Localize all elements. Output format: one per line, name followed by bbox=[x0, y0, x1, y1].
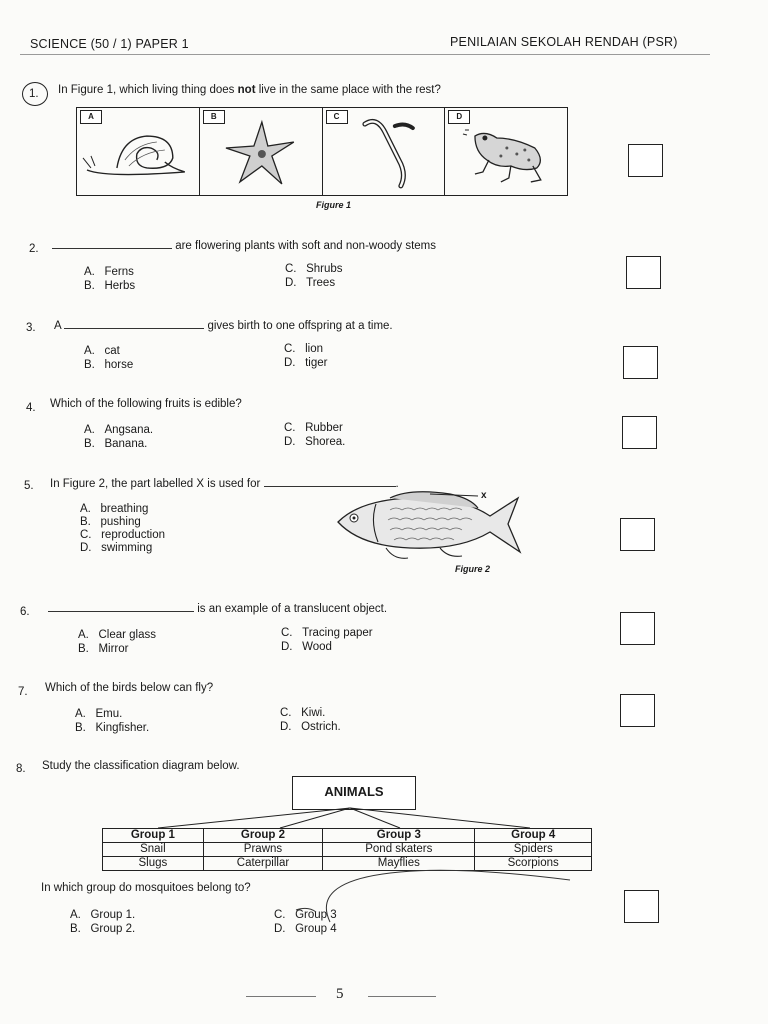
q8-number: 8. bbox=[16, 763, 26, 775]
option-letter: D. bbox=[274, 923, 286, 935]
answer-blank bbox=[64, 318, 204, 329]
q5-text-part: In Figure 2, the part labelled X is used for bbox=[50, 478, 261, 490]
option-text: Group 1. bbox=[90, 909, 136, 921]
option-letter: D. bbox=[281, 641, 293, 653]
option-text: horse bbox=[104, 359, 134, 371]
q8-option-d bbox=[274, 923, 337, 935]
figure-1-cell-d bbox=[445, 108, 567, 195]
q1-text-part: In Figure 1, which living thing does bbox=[58, 84, 238, 96]
table-row bbox=[103, 843, 592, 857]
option-text: Group 4 bbox=[295, 923, 337, 935]
q3-option-d bbox=[284, 357, 327, 369]
answer-box-q4[interactable] bbox=[622, 416, 657, 449]
q3-text-part: gives birth to one offspring at a time. bbox=[207, 320, 393, 332]
option-text: Rubber bbox=[305, 422, 343, 434]
table-cell: Caterpillar bbox=[203, 857, 322, 871]
option-letter: B. bbox=[80, 516, 91, 528]
q2-text-part: are flowering plants with soft and non-woody stems bbox=[175, 240, 437, 252]
option-text: Shorea. bbox=[305, 436, 346, 448]
q5-number: 5. bbox=[24, 480, 34, 492]
q7-option-a bbox=[75, 708, 122, 720]
q5-suffix: . bbox=[395, 478, 399, 490]
snail-icon bbox=[77, 108, 199, 195]
worm-icon bbox=[323, 108, 445, 195]
option-letter: C. bbox=[274, 909, 286, 921]
option-letter: D. bbox=[280, 721, 292, 733]
option-letter: B. bbox=[78, 643, 89, 655]
option-text: pushing bbox=[100, 516, 141, 528]
page-number: 5 bbox=[336, 986, 344, 1002]
table-cell: Prawns bbox=[203, 843, 322, 857]
answer-box-q8[interactable] bbox=[624, 890, 659, 923]
q3-text bbox=[54, 318, 393, 332]
option-text: tiger bbox=[305, 357, 328, 369]
option-letter: A. bbox=[84, 266, 95, 278]
option-letter: C. bbox=[281, 627, 293, 639]
table-cell: Pond skaters bbox=[323, 843, 475, 857]
group-header: Group 2 bbox=[203, 829, 322, 843]
option-text: breathing bbox=[100, 503, 149, 515]
answer-blank bbox=[48, 601, 194, 612]
footer-rule-left bbox=[246, 996, 316, 997]
frog-icon bbox=[445, 108, 567, 195]
q1-text-part: live in the same place with the rest? bbox=[255, 84, 441, 96]
option-letter: C. bbox=[284, 422, 296, 434]
q6-option-d bbox=[281, 641, 332, 653]
group-header: Group 1 bbox=[103, 829, 204, 843]
q4-option-d bbox=[284, 436, 345, 448]
figure-1-label: B bbox=[203, 110, 225, 124]
option-text: reproduction bbox=[101, 529, 166, 541]
q4-option-c bbox=[284, 422, 343, 434]
option-letter: A. bbox=[75, 708, 86, 720]
q7-option-c bbox=[280, 707, 325, 719]
option-text: cat bbox=[104, 345, 120, 357]
option-letter: B. bbox=[84, 280, 95, 292]
q6-option-b bbox=[78, 643, 129, 655]
answer-box-q6[interactable] bbox=[620, 612, 655, 645]
figure-1-cell-c bbox=[323, 108, 446, 195]
answer-blank bbox=[52, 238, 172, 249]
option-text: Tracing paper bbox=[302, 627, 373, 639]
header-rule bbox=[20, 54, 710, 55]
q2-number: 2. bbox=[29, 243, 39, 255]
figure-1-label: C bbox=[326, 110, 348, 124]
figure-1-caption: Figure 1 bbox=[316, 200, 352, 210]
answer-box-q7[interactable] bbox=[620, 694, 655, 727]
answer-box-q3[interactable] bbox=[623, 346, 658, 379]
option-letter: A. bbox=[70, 909, 81, 921]
option-letter: A. bbox=[84, 424, 95, 436]
option-letter: A. bbox=[78, 629, 89, 641]
option-letter: C. bbox=[285, 263, 297, 275]
option-letter: C. bbox=[284, 343, 296, 355]
option-letter: A. bbox=[84, 345, 95, 357]
figure-2-caption: Figure 2 bbox=[455, 564, 491, 574]
figure-1-label: A bbox=[80, 110, 102, 124]
option-text: Ostrich. bbox=[301, 721, 341, 733]
q3-prefix: A bbox=[54, 320, 62, 332]
option-text: Herbs bbox=[104, 280, 136, 292]
classification-root: ANIMALS bbox=[292, 776, 416, 810]
group-header: Group 4 bbox=[475, 829, 592, 843]
q8-option-a bbox=[70, 909, 135, 921]
option-text: Ferns bbox=[104, 266, 134, 278]
q8-text: Study the classification diagram below. bbox=[42, 760, 240, 772]
q3-option-c bbox=[284, 343, 323, 355]
q3-option-a bbox=[84, 345, 120, 357]
q4-text: Which of the following fruits is edible? bbox=[50, 398, 242, 410]
starfish-icon bbox=[200, 108, 322, 195]
q3-number: 3. bbox=[26, 322, 36, 334]
table-row bbox=[103, 829, 592, 843]
fish-label-x: x bbox=[481, 490, 487, 501]
q1-number: 1. bbox=[29, 88, 39, 100]
q6-text bbox=[48, 601, 387, 615]
option-letter: B. bbox=[84, 438, 95, 450]
q7-option-d bbox=[280, 721, 341, 733]
q4-number: 4. bbox=[26, 402, 36, 414]
option-letter: B. bbox=[75, 722, 86, 734]
fish-icon bbox=[330, 486, 530, 564]
q4-option-b bbox=[84, 438, 147, 450]
q4-option-a bbox=[84, 424, 153, 436]
table-cell: Scorpions bbox=[475, 857, 592, 871]
q6-number: 6. bbox=[20, 606, 30, 618]
option-text: Shrubs bbox=[306, 263, 343, 275]
option-letter: B. bbox=[70, 923, 81, 935]
answer-box-q1[interactable] bbox=[628, 144, 663, 177]
option-text: lion bbox=[305, 343, 323, 355]
option-text: Banana. bbox=[104, 438, 148, 450]
q2-option-b bbox=[84, 280, 135, 292]
option-text: Emu. bbox=[95, 708, 123, 720]
figure-1 bbox=[76, 107, 568, 196]
figure-1-cell-b bbox=[200, 108, 323, 195]
q2-option-d bbox=[285, 277, 335, 289]
option-text: Group 2. bbox=[90, 923, 136, 935]
q8-option-b bbox=[70, 923, 135, 935]
option-text: Kingfisher. bbox=[95, 722, 150, 734]
group-header: Group 3 bbox=[323, 829, 475, 843]
footer-rule-right bbox=[368, 996, 436, 997]
exam-title: PENILAIAN SEKOLAH RENDAH (PSR) bbox=[450, 35, 678, 49]
q5-option-b bbox=[80, 516, 141, 528]
option-letter: C. bbox=[80, 529, 92, 541]
paper-title: SCIENCE (50 / 1) PAPER 1 bbox=[30, 37, 189, 51]
option-letter: D. bbox=[80, 542, 92, 554]
q7-text: Which of the birds below can fly? bbox=[45, 682, 214, 694]
q6-option-a bbox=[78, 629, 156, 641]
q3-option-b bbox=[84, 359, 133, 371]
option-letter: D. bbox=[284, 436, 296, 448]
figure-1-label: D bbox=[448, 110, 470, 124]
option-text: Angsana. bbox=[104, 424, 154, 436]
answer-box-q5[interactable] bbox=[620, 518, 655, 551]
q8-option-c bbox=[274, 909, 337, 921]
q7-number: 7. bbox=[18, 686, 28, 698]
option-text: Mirror bbox=[98, 643, 129, 655]
table-cell: Snail bbox=[103, 843, 204, 857]
classification-connectors bbox=[100, 806, 600, 830]
option-text: Kiwi. bbox=[301, 707, 326, 719]
table-cell: Mayflies bbox=[323, 857, 475, 871]
q5-option-a bbox=[80, 503, 148, 515]
option-letter: D. bbox=[284, 357, 296, 369]
figure-1-cell-a bbox=[77, 108, 200, 195]
q1-text bbox=[58, 84, 441, 96]
q6-option-c bbox=[281, 627, 373, 639]
option-text: Wood bbox=[302, 641, 332, 653]
q2-text bbox=[52, 238, 436, 252]
table-cell: Spiders bbox=[475, 843, 592, 857]
q2-option-c bbox=[285, 263, 343, 275]
option-letter: A. bbox=[80, 503, 91, 515]
table-cell: Slugs bbox=[103, 857, 204, 871]
answer-box-q2[interactable] bbox=[626, 256, 661, 289]
q5-option-d bbox=[80, 542, 152, 554]
q6-text-part: is an example of a translucent object. bbox=[197, 603, 388, 615]
option-text: Trees bbox=[306, 277, 336, 289]
option-text: swimming bbox=[101, 542, 153, 554]
option-letter: B. bbox=[84, 359, 95, 371]
option-text: Clear glass bbox=[98, 629, 156, 641]
q2-option-a bbox=[84, 266, 134, 278]
q7-option-b bbox=[75, 722, 149, 734]
option-letter: C. bbox=[280, 707, 292, 719]
q8-question: In which group do mosquitoes belong to? bbox=[41, 882, 251, 894]
option-letter: D. bbox=[285, 277, 297, 289]
option-text: Group 3 bbox=[295, 909, 337, 921]
q5-option-c bbox=[80, 529, 165, 541]
q1-text-bold: not bbox=[237, 84, 256, 96]
